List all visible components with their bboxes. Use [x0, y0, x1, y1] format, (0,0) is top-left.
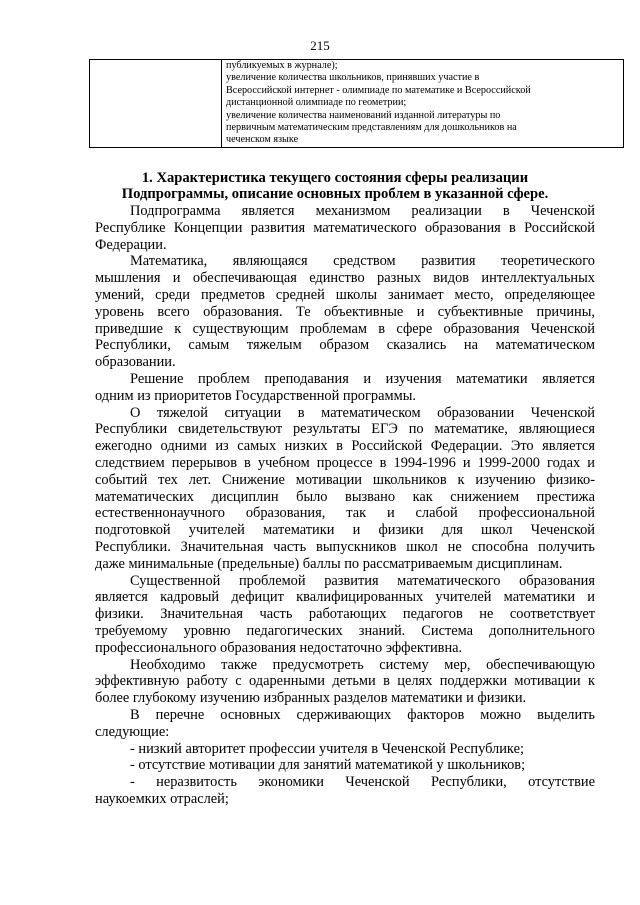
- paragraph-line: физики. Значительная часть работающих педагогов не соответствует: [95, 606, 595, 623]
- paragraph-line: Существенной проблемой развития математического образования: [130, 572, 595, 589]
- paragraph-line: умений, среди предметов средней школы занимает место, определяющее: [95, 286, 595, 303]
- paragraph: [95, 741, 595, 758]
- paragraph-line: образовании.: [95, 354, 176, 371]
- paragraph-line: Республики. Значительная часть выпускников школ не способна получить: [95, 538, 595, 555]
- table-cell-line: чеченском языке: [226, 134, 299, 146]
- paragraph-line: мышления и обеспечивающая единство разных видов интеллектуальных: [95, 270, 595, 287]
- paragraph: [95, 657, 595, 707]
- paragraph-line: естественнонаучного образования, так и слабой профессиональной: [95, 505, 595, 522]
- paragraph: [95, 774, 595, 808]
- paragraph-line: Математика, являющаяся средством развития теоретического: [130, 253, 595, 270]
- table-cell-line: первичным математическим представлениям для дошкольников на: [226, 122, 517, 134]
- body-text: [95, 203, 595, 808]
- paragraph-line: Республики свидетельствуют результаты ЕГЭ по математике, являющиеся: [95, 421, 595, 438]
- paragraph-line: математических дисциплин было вызвано как снижением престижа: [95, 488, 595, 505]
- paragraph-line: Необходимо также предусмотреть систему мер, обеспечивающую: [130, 656, 595, 673]
- paragraph: [95, 253, 595, 371]
- paragraph-line: следующие:: [95, 723, 170, 740]
- paragraph-line: наукоемких отраслей;: [95, 790, 229, 807]
- continuation-table: [89, 59, 624, 148]
- paragraph-line: уровень всего образования. Те объективные и субъективные причины,: [95, 303, 595, 320]
- paragraph: [95, 707, 595, 741]
- paragraph-line: приведшие к существующим проблемам в сфере образования Чеченской: [95, 320, 595, 337]
- heading-line: 1. Характеристика текущего состояния сферы реализации: [141, 170, 529, 186]
- paragraph-line: требуемому уровню педагогических знаний. Система дополнительного: [95, 622, 595, 639]
- paragraph-line: профессионального образования недостаточно эффективна.: [95, 639, 463, 656]
- paragraph-line: более глубокому изучению избранных разделов математики и физики.: [95, 690, 527, 707]
- paragraph-line: Республике Концепции развития математического образования в Российской: [95, 219, 595, 236]
- paragraph-line: Федерации.: [95, 236, 167, 253]
- table-cell-line: увеличение количества школьников, принявших участие в: [226, 72, 480, 84]
- paragraph-line: - неразвитость экономики Чеченской Республики, отсутствие: [130, 774, 595, 791]
- paragraph-line: эффективную работу с одаренными детьми в целях поддержки мотивации к: [95, 673, 595, 690]
- paragraph-line: Республики, самым тяжелым образом сказались на математическом: [95, 337, 595, 354]
- paragraph-line: является кадровый дефицит квалифицированных учителей математики и: [95, 589, 595, 606]
- paragraph: [95, 371, 595, 405]
- paragraph-line: Решение проблем преподавания и изучения математики является: [130, 370, 595, 387]
- paragraph-line: В перечне основных сдерживающих факторов можно выделить: [130, 706, 595, 723]
- heading-line: Подпрограммы, описание основных проблем в указанной сфере.: [121, 186, 549, 202]
- table-cell-line: Всероссийской интернет - олимпиаде по математике и Всероссийской: [226, 84, 531, 96]
- paragraph-line: одним из приоритетов Государственной программы.: [95, 387, 416, 404]
- table-row: [90, 60, 624, 148]
- table-content-cell: [222, 60, 624, 148]
- table-cell-line: увеличение количества наименований изданной литературы по: [226, 109, 501, 121]
- paragraph-line: О тяжелой ситуации в математическом образовании Чеченской: [130, 404, 595, 421]
- table-cell-line: дистанционной олимпиаде по геометрии;: [226, 97, 407, 109]
- section-heading: [60, 170, 610, 202]
- paragraph-line: следствием перерывов в учебном процессе в 1994-1996 и 1999-2000 годах и: [95, 454, 595, 471]
- paragraph-line: событий тех лет. Снижение мотивации школьников к изучению физико-: [95, 471, 595, 488]
- paragraph-line: даже минимальные (предельные) баллы по рассматриваемым дисциплинам.: [95, 555, 563, 572]
- page-number: 215: [310, 38, 330, 53]
- paragraph: [95, 203, 595, 253]
- paragraph-line: - низкий авторитет профессии учителя в Чеченской Республике;: [130, 740, 524, 757]
- table-empty-cell: [90, 60, 222, 148]
- paragraph-line: ежегодно одними из самых низких в Российской Федерации. Это является: [95, 438, 595, 455]
- paragraph: [95, 757, 595, 774]
- paragraph-line: подготовкой учителей математики и физики для школ Чеченской: [95, 522, 595, 539]
- paragraph-line: Подпрограмма является механизмом реализации в Чеченской: [130, 203, 595, 219]
- paragraph-line: - отсутствие мотивации для занятий математикой у школьников;: [130, 757, 526, 774]
- paragraph: [95, 573, 595, 657]
- paragraph: [95, 405, 595, 573]
- table-cell-line: публикуемых в журнале);: [226, 60, 338, 71]
